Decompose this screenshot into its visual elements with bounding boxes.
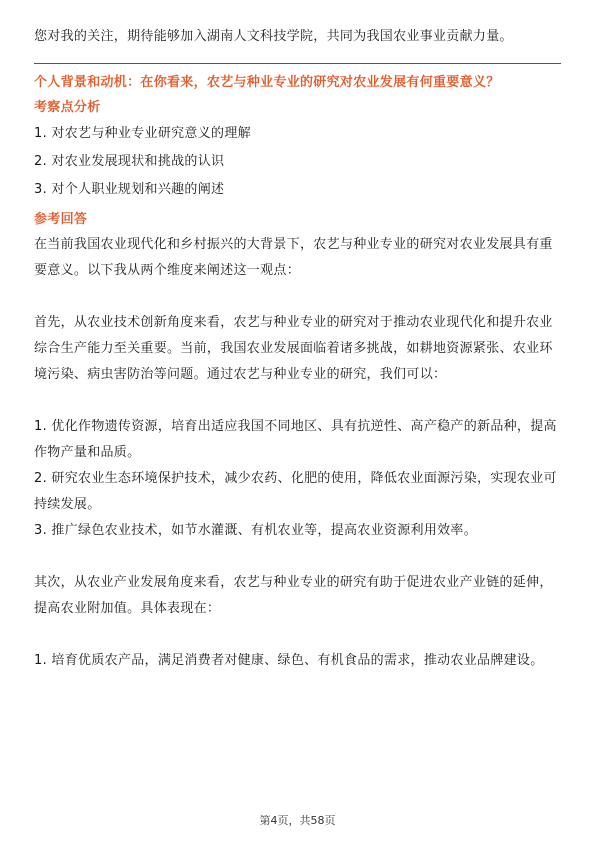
paragraph-gap [34,622,561,648]
analysis-title: 考察点分析 [34,100,101,115]
paragraph-gap [34,284,561,310]
section-divider [34,63,561,64]
first-list-item: 1. 优化作物遗传资源，培育出适应我国不同地区、具有抗逆性、高产稳产的新品种，提高作物产量和品质。 [34,419,557,460]
paragraph-gap [34,544,561,570]
interview-question: 个人背景和动机：在你看来，农艺与种业专业的研究对农业发展有何重要意义？ [34,75,500,90]
second-paragraph: 其次，从农业产业发展角度来看，农艺与种业专业的研究有助于促进农业产业链的延伸，提高农业附加值。具体表现在： [34,575,553,616]
answer-title: 参考回答 [34,212,88,227]
page-content [34,24,561,674]
page-number-footer: 第4页，共58页 [259,814,336,827]
analysis-point: 3. 对个人职业规划和兴趣的阐述 [34,182,225,197]
analysis-point: 2. 对农业发展现状和挑战的认识 [34,154,225,169]
analysis-point: 1. 对农艺与种业专业研究意义的理解 [34,126,251,141]
intro-line: 您对我的关注，期待能够加入湖南人文科技学院，共同为我国农业事业贡献力量。 [34,29,513,44]
first-list-item: 2. 研究农业生态环境保护技术，减少农药、化肥的使用，降低农业面源污染，实现农业可持续发展。 [34,471,557,512]
first-paragraph: 首先，从农业技术创新角度来看，农艺与种业专业的研究对于推动农业现代化和提升农业综合生产能力至关重要。当前，我国农业发展面临着诸多挑战，如耕地资源紧张、农业环境污染、病虫害防治等问题。通过农艺与种业专业的研究，我们可以： [34,315,553,382]
answer-intro: 在当前我国农业现代化和乡村振兴的大背景下，农艺与种业专业的研究对农业发展具有重要意义。以下我从两个维度来阐述这一观点： [34,237,553,278]
first-list-item: 3. 推广绿色农业技术，如节水灌溉、有机农业等，提高农业资源利用效率。 [34,523,478,538]
second-list-item: 1. 培育优质农产品，满足消费者对健康、绿色、有机食品的需求，推动农业品牌建设。 [34,653,544,668]
paragraph-gap [34,388,561,414]
